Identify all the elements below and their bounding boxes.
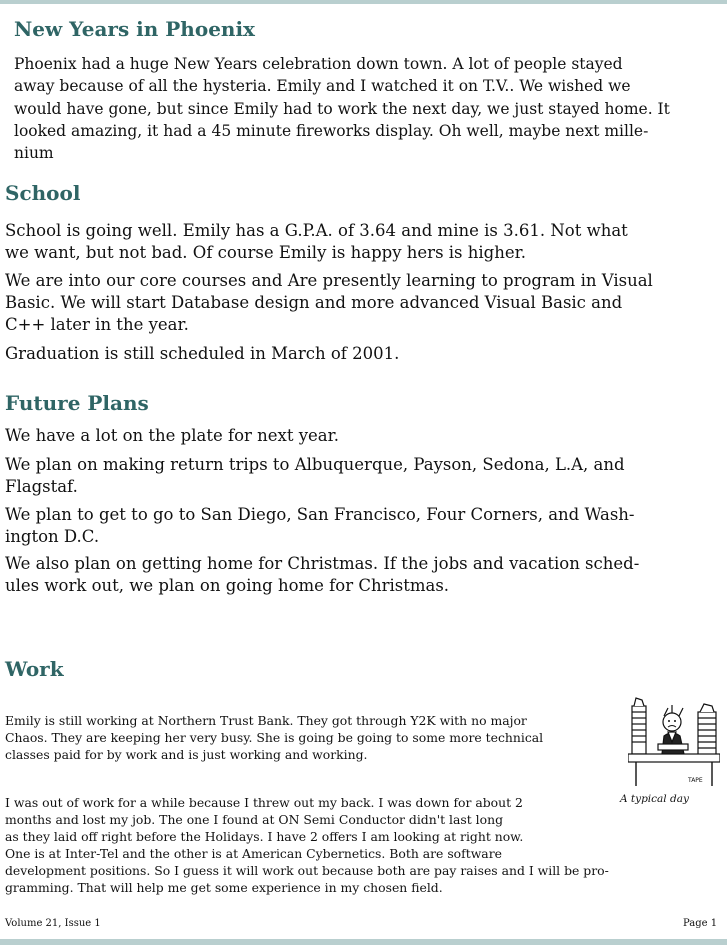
- section-title-future-plans: Future Plans: [5, 391, 149, 415]
- text-line: looked amazing, it had a 45 minute fireworks display. Oh well, maybe next mille-: [14, 121, 649, 140]
- text-line: gramming. That will help me get some experience in my chosen field.: [5, 880, 443, 895]
- text-line: We are into our core courses and Are presently learning to program in Visual: [5, 271, 653, 290]
- text-line: Emily is still working at Northern Trust Bank. They got through Y2K with no major: [5, 713, 527, 728]
- text-line: Flagstaf.: [5, 477, 78, 496]
- text-line: nium: [14, 144, 54, 163]
- text-line: We plan to get to go to San Diego, San Francisco, Four Corners, and Wash-: [5, 505, 635, 524]
- text-line: we want, but not bad. Of course Emily is happy hers is higher.: [5, 243, 526, 262]
- text-line: Graduation is still scheduled in March of 2001.: [5, 344, 400, 363]
- text-line: We have a lot on the plate for next year.: [5, 426, 339, 445]
- text-line: One is at Inter-Tel and the other is at American Cybernetics. Both are software: [5, 846, 502, 861]
- text-line: ington D.C.: [5, 527, 100, 546]
- text-line: I was out of work for a while because I threw out my back. I was down for about 2: [5, 795, 523, 810]
- text-line: Phoenix had a huge New Years celebration down town. A lot of people stayed: [14, 55, 623, 73]
- text-line: ules work out, we plan on going home for Christmas.: [5, 576, 450, 595]
- text-line: away because of all the hysteria. Emily and I watched it on T.V.. We wished we: [14, 77, 631, 96]
- text-line: School is going well. Emily has a G.P.A. of 3.64 and mine is 3.61. Not what: [5, 221, 628, 240]
- text-line: development positions. So I guess it will work out because both are pay raises and I will be pro-: [5, 863, 609, 878]
- desk-top: [628, 754, 720, 762]
- top-border: [0, 0, 727, 4]
- future-paragraph-4: [5, 553, 639, 597]
- school-paragraph-3: [5, 343, 399, 365]
- text-line: We plan on making return trips to Albuquerque, Payson, Sedona, L.A, and: [5, 455, 625, 474]
- section-title-new-years: New Years in Phoenix: [14, 17, 255, 41]
- text-line: Chaos. They are keeping her very busy. She is going be going to some more technical: [5, 730, 544, 745]
- worker-head: [663, 713, 681, 731]
- footer-issue: Volume 21, Issue 1: [5, 918, 101, 929]
- text-line: months and lost my job. The one I found at ON Semi Conductor didn't last long: [5, 812, 503, 827]
- school-paragraph-1: [5, 220, 628, 264]
- stressed-worker-clipart: [628, 692, 720, 788]
- bottom-border: [0, 939, 727, 945]
- future-paragraph-1: [5, 425, 339, 447]
- text-line: would have gone, but since Emily had to work the next day, we just stayed home. It: [14, 99, 670, 118]
- future-paragraph-2: [5, 454, 625, 498]
- section-title-work: Work: [5, 657, 64, 681]
- text-line: as they laid off right before the Holidays. I have 2 offers I am looking at right now.: [5, 829, 524, 844]
- future-paragraph-3: [5, 504, 635, 548]
- text-line: C++ later in the year.: [5, 315, 189, 334]
- text-line: We also plan on getting home for Christmas. If the jobs and vacation sched-: [5, 554, 640, 573]
- school-paragraph-2: [5, 270, 653, 336]
- image-caption: A typical day: [620, 793, 689, 805]
- section-title-school: School: [5, 181, 81, 205]
- clipart-label: TAPE: [688, 777, 703, 784]
- new-years-paragraph: [14, 53, 670, 164]
- footer-page-number: Page 1: [683, 918, 718, 929]
- work-paragraph-2: [5, 794, 609, 896]
- text-line: Basic. We will start Database design and more advanced Visual Basic and: [5, 293, 623, 312]
- text-line: classes paid for by work and is just working and working.: [5, 747, 368, 762]
- work-paragraph-1: [5, 712, 543, 763]
